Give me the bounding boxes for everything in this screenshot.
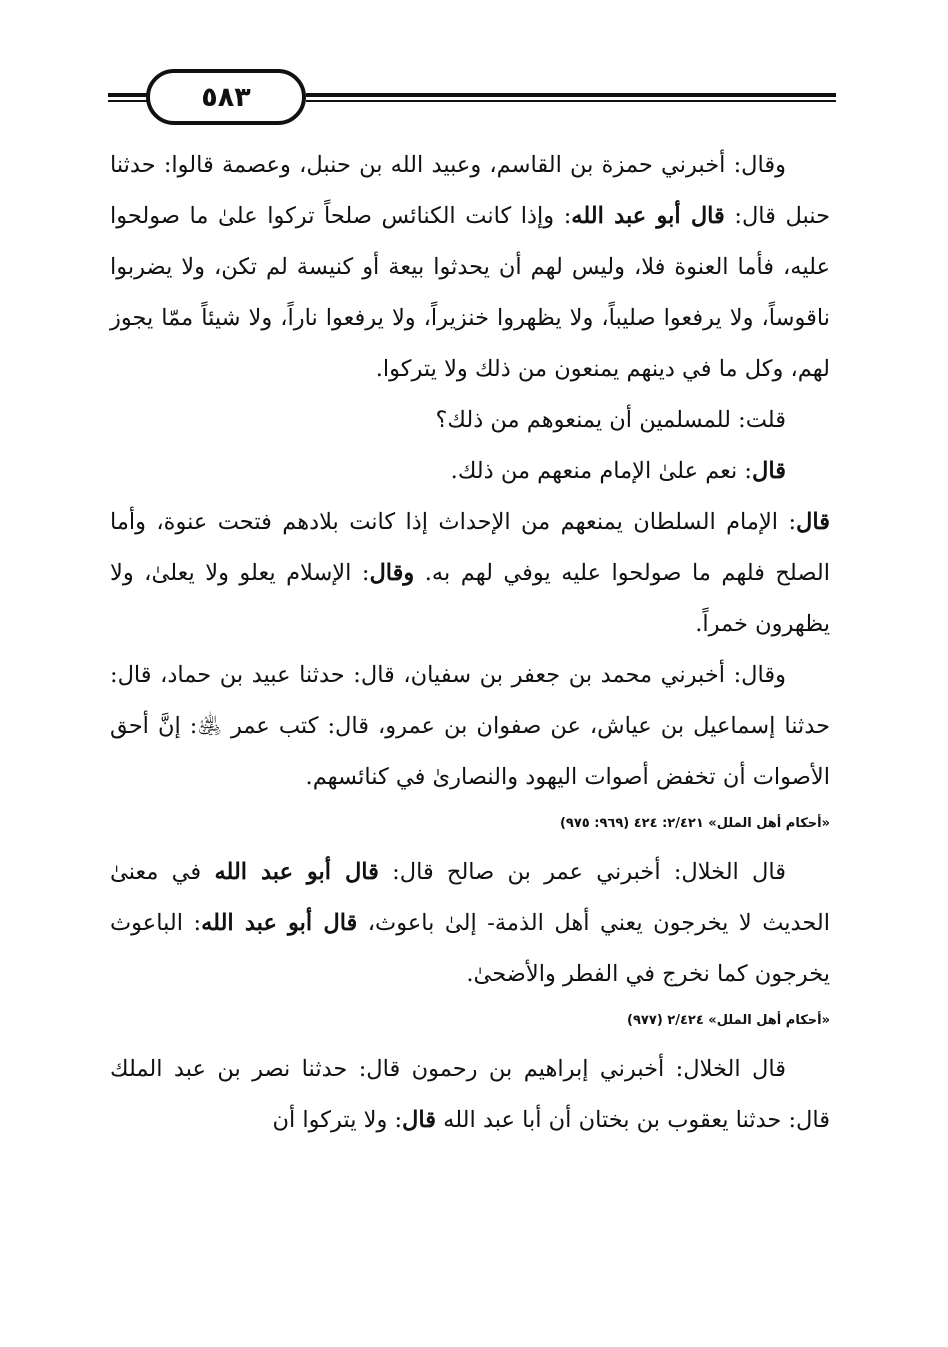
bold-run: قال <box>752 458 786 484</box>
text-run: : نعم علىٰ الإمام منعهم من ذلك. <box>450 458 753 484</box>
page-header <box>108 66 836 136</box>
text-run: : ولا يتركوا أن <box>272 1107 403 1133</box>
bold-run: وقال <box>369 560 415 586</box>
citation-1: «أحكام أهل الملل» ٢/٤٢١: ٤٢٤ (٩٦٩: ٩٧٥) <box>559 816 830 831</box>
bold-run: قال <box>402 1107 437 1133</box>
bold-run: قال <box>796 509 830 535</box>
text-run: : وإذا كانت الكنائس صلحاً تركوا علىٰ ما صولحوا عليه، فأما العنوة فلا، وليس لهم أن يحدثوا بيعة أو كنيسة لم تكن، ولا يضربوا ناقوساً، ولا يرفعوا صليباً، ولا يظهروا خنزيراً، ولا يرفعوا ناراً، ولا شيئاً ممّا يجوز لهم، وكل ما في دينهم يمنعون من ذلك ولا يتركوا. <box>110 203 830 382</box>
text-run: قال الخلال: أخبرني عمر بن صالح قال: <box>378 859 786 885</box>
text-run: : الإسلام يعلو ولا يعلىٰ، ولا يظهرون خمراً. <box>110 560 830 637</box>
text-run: قال الخلال: أخبرني إبراهيم بن رحمون قال: حدثنا نصر بن عبد الملك قال: حدثنا يعقوب بن بختان أن أبا عبد الله <box>110 1056 830 1133</box>
text-run: : الإمام السلطان يمنعهم من الإحداث إذا كانت بلادهم فتحت عنوة، وأما الصلح فلهم ما صولحوا عليه يوفي لهم به. <box>110 509 830 586</box>
text-run: في معنىٰ الحديث لا يخرجون يعني أهل الذمة- إلىٰ باعوث، <box>110 859 831 936</box>
header-rule-left-thick <box>108 93 148 97</box>
page-number: ٥٨٣ <box>146 69 306 125</box>
citation-2: «أحكام أهل الملل» ٢/٤٢٤ (٩٧٧) <box>627 1013 830 1028</box>
paragraph-3 <box>110 446 830 497</box>
header-rule-left-thin <box>108 100 148 102</box>
paragraph-4 <box>110 497 830 650</box>
paragraph-7 <box>110 1044 830 1146</box>
text-run: : الباعوث يخرجون كما نخرج في الفطر والأضحىٰ. <box>110 910 830 987</box>
paragraph-1 <box>110 140 830 395</box>
bold-run: قال أبو عبد الله <box>201 910 358 936</box>
page-body <box>110 140 830 1146</box>
paragraph-2: قلت: للمسلمين أن يمنعوهم من ذلك؟ <box>435 407 786 433</box>
text-run: وقال: أخبرني حمزة بن القاسم، وعبيد الله بن حنبل، وعصمة قالوا: حدثنا حنبل قال: <box>110 152 831 229</box>
header-rule-thick <box>306 93 836 97</box>
header-rule-thin <box>306 100 836 102</box>
paragraph-5: وقال: أخبرني محمد بن جعفر بن سفيان، قال: حدثنا عبيد بن حماد، قال: حدثنا إسماعيل بن عياش، عن صفوان بن عمرو، قال: كتب عمر ﵁: إنَّ أحق الأصوات أن تخفض أصوات اليهود والنصارىٰ في كنائسهم. <box>110 662 830 790</box>
bold-run: قال أبو عبد الله <box>571 203 725 229</box>
paragraph-6 <box>110 847 830 1000</box>
bold-run: قال أبو عبد الله <box>214 859 379 885</box>
